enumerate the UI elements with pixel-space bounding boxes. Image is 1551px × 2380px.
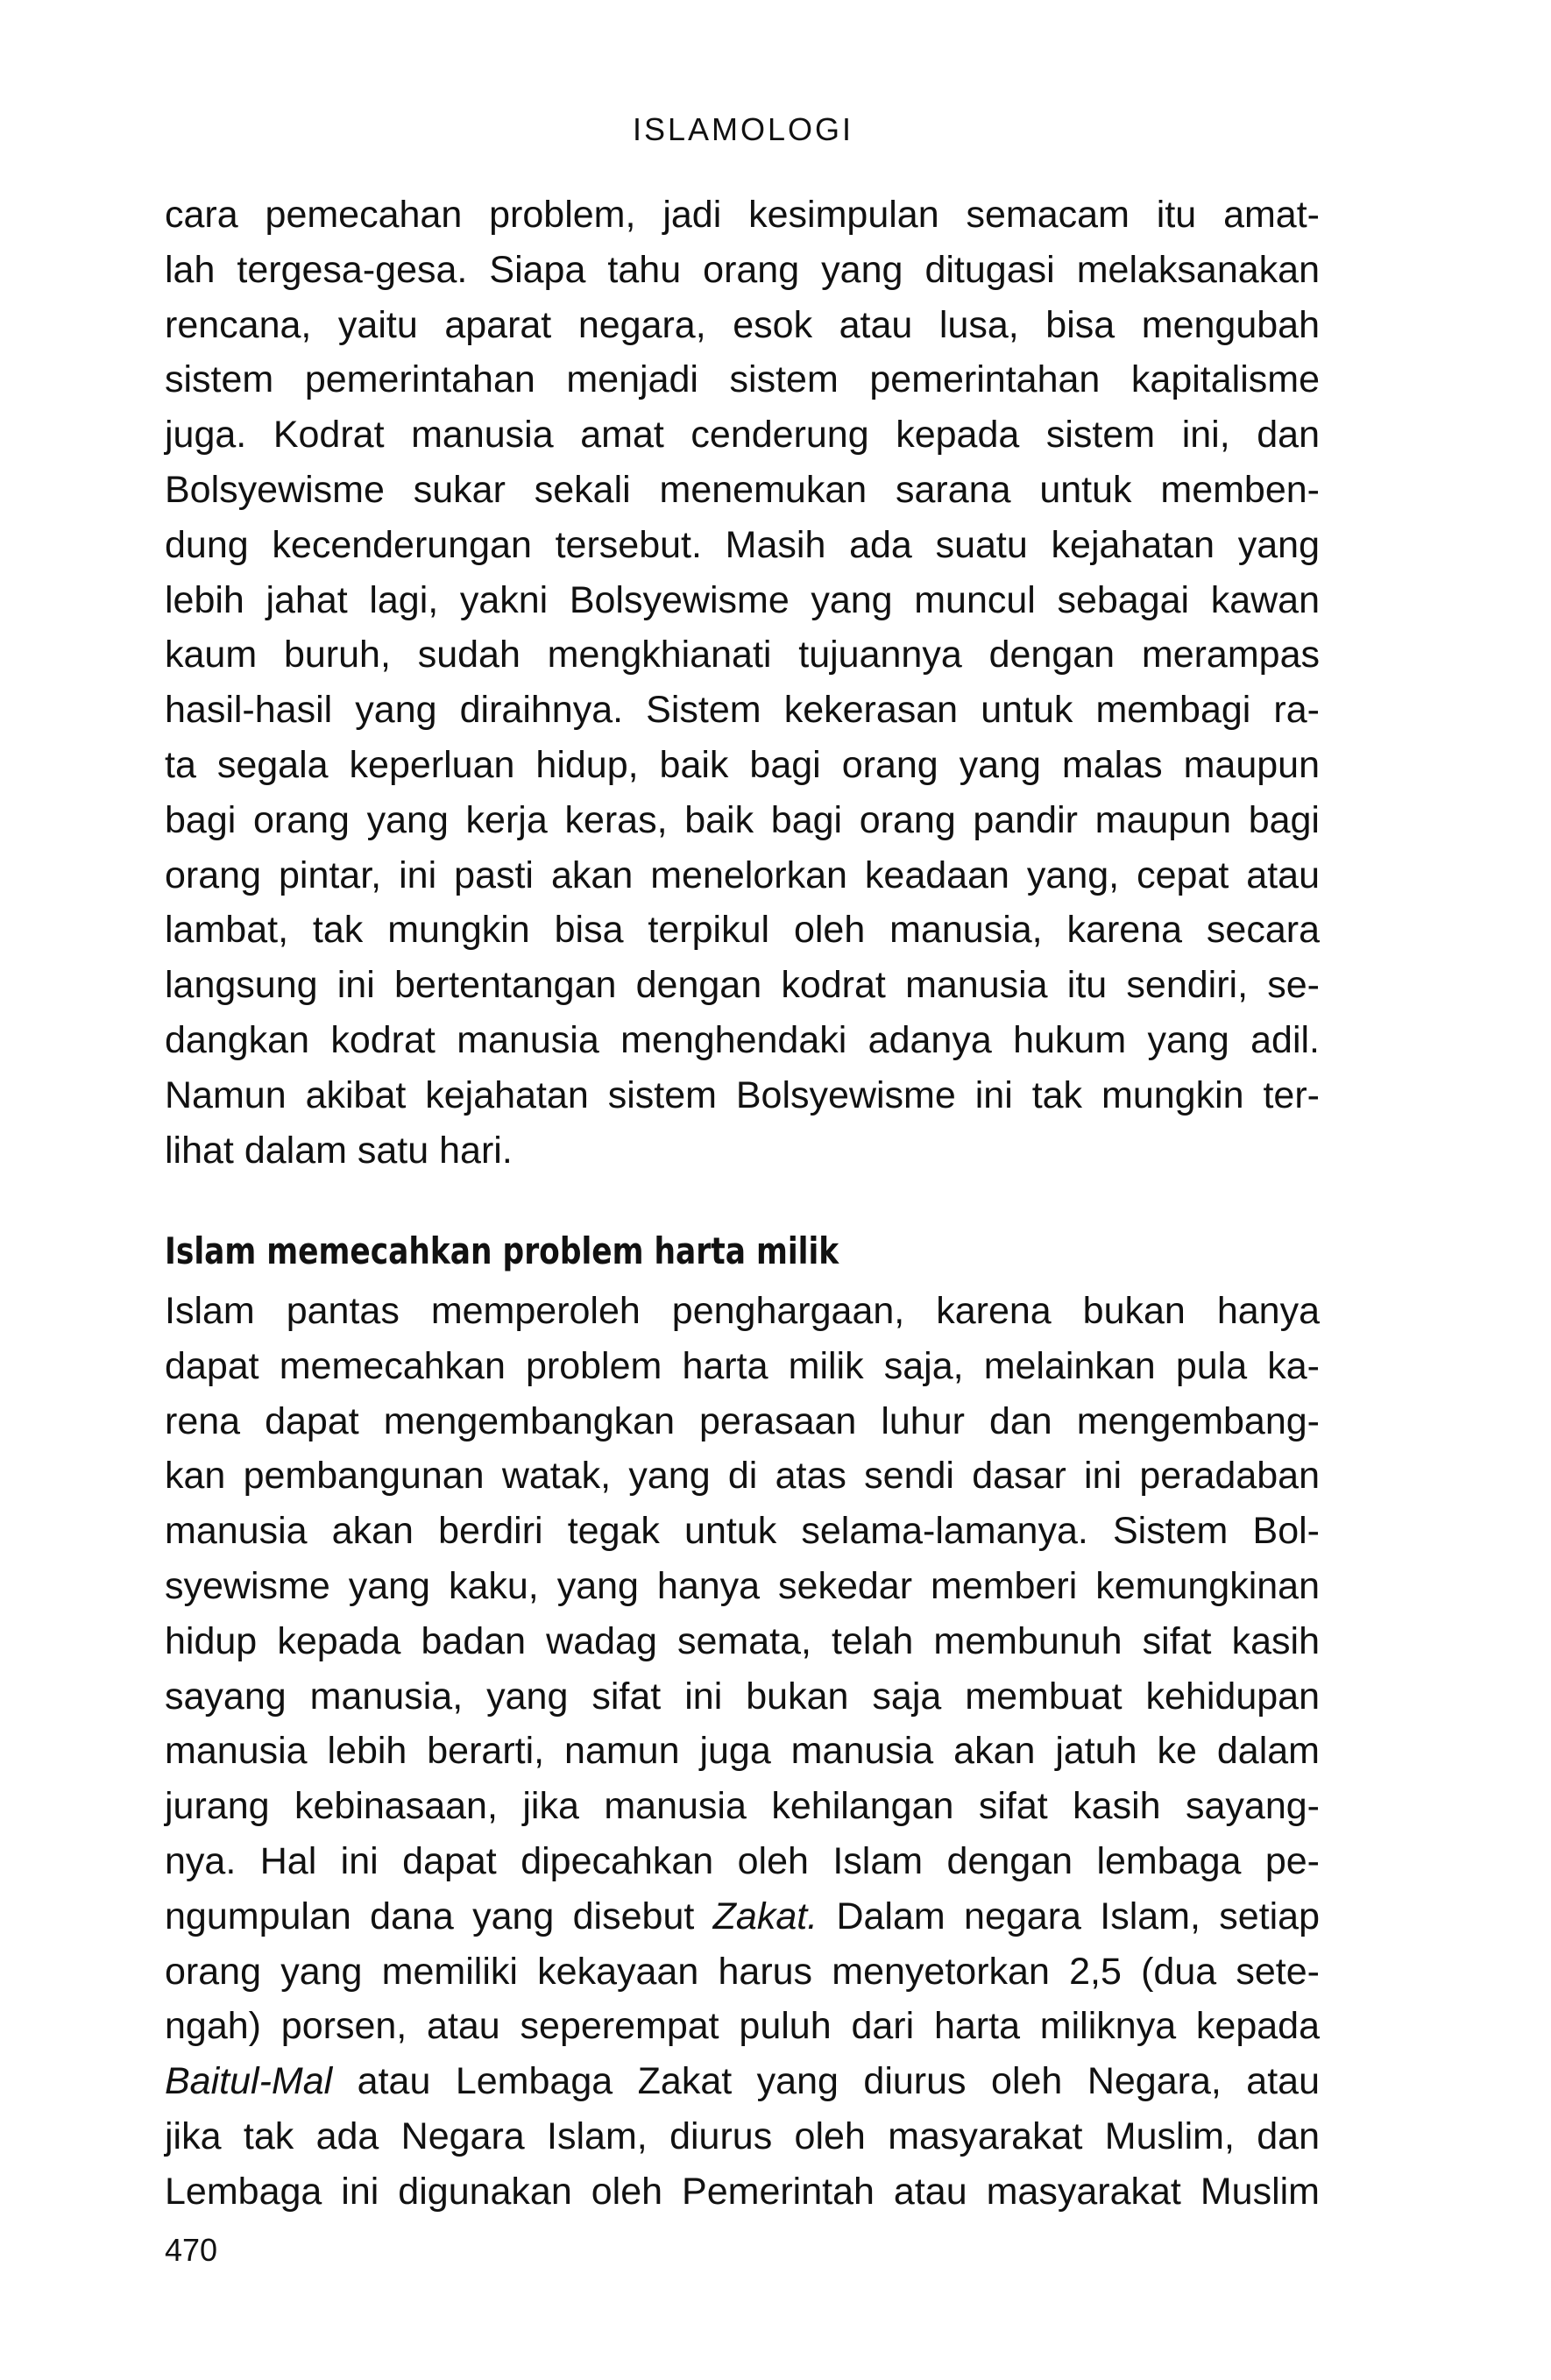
section-heading: Islam memecahkan problem harta milik: [165, 1229, 839, 1272]
text-line-zakat: [165, 1889, 1320, 1944]
text-line: dapat memecahkan problem harta milik saja, melainkan pula ka-: [165, 1344, 1320, 1387]
text-line: hidup kepada badan wadag semata, telah membunuh sifat kasih: [165, 1619, 1320, 1662]
paragraph-2: [165, 1284, 1320, 2220]
paragraph-1: [165, 188, 1320, 1178]
text-line: lambat, tak mungkin bisa terpikul oleh manusia, karena secara: [165, 909, 1320, 952]
text-line: manusia lebih berarti, namun juga manusia akan jatuh ke dalam: [165, 1730, 1320, 1773]
text-line-baitul-mal: [165, 2054, 1320, 2109]
text-segment: atau Lembaga Zakat yang diurus oleh Negara, atau: [332, 2060, 1320, 2103]
text-line: jurang kebinasaan, jika manusia kehilangan sifat kasih sayang-: [165, 1785, 1320, 1828]
baitul-mal-term: Baitul-Mal: [165, 2060, 333, 2103]
text-line: jika tak ada Negara Islam, diurus oleh masyarakat Muslim, dan: [165, 2114, 1320, 2157]
text-line: orang pintar, ini pasti akan menelorkan keadaan yang, cepat atau: [165, 854, 1320, 896]
text-line: lebih jahat lagi, yakni Bolsyewisme yang muncul sebagai kawan: [165, 578, 1320, 621]
text-line: Bolsyewisme sukar sekali menemukan sarana untuk memben-: [165, 468, 1320, 511]
text-line: sistem pemerintahan menjadi sistem pemerintahan kapitalisme: [165, 358, 1320, 401]
text-line: dung kecenderungan tersebut. Masih ada suatu kejahatan yang: [165, 523, 1320, 566]
text-line: nya. Hal ini dapat dipecahkan oleh Islam dengan lembaga pe-: [165, 1839, 1320, 1882]
text-line: rena dapat mengembangkan perasaan luhur dan mengembang-: [165, 1399, 1320, 1442]
text-line: ta segala keperluan hidup, baik bagi orang yang malas maupun: [165, 743, 1320, 786]
text-line: hasil-hasil yang diraihnya. Sistem kekerasan untuk membagi ra-: [165, 689, 1320, 732]
text-line: kaum buruh, sudah mengkhianati tujuannya dengan merampas: [165, 634, 1320, 676]
text-line: sayang manusia, yang sifat ini bukan saja membuat kehidupan: [165, 1675, 1320, 1718]
running-header: ISLAMOLOGI: [632, 111, 854, 147]
text-line: cara pemecahan problem, jadi kesimpulan semacam itu amat-: [165, 194, 1320, 236]
text-line: langsung ini bertentangan dengan kodrat manusia itu sendiri, se-: [165, 964, 1320, 1007]
text-line: orang yang memiliki kekayaan harus menyetorkan 2,5 (dua sete-: [165, 1950, 1320, 1993]
text-line: Islam pantas memperoleh penghargaan, karena bukan hanya: [165, 1290, 1320, 1332]
text-line: ngah) porsen, atau seperempat puluh dari harta miliknya kepada: [165, 2005, 1320, 2048]
text-line: manusia akan berdiri tegak untuk selama-lamanya. Sistem Bol-: [165, 1510, 1320, 1553]
text-line: lah tergesa-gesa. Siapa tahu orang yang ditugasi melaksanakan: [165, 248, 1320, 291]
page-number: 470: [165, 2232, 218, 2268]
text-line: bagi orang yang kerja keras, baik bagi orang pandir maupun bagi: [165, 798, 1320, 841]
text-line: lihat dalam satu hari.: [165, 1129, 513, 1172]
text-line: juga. Kodrat manusia amat cenderung kepada sistem ini, dan: [165, 414, 1320, 457]
text-line: Lembaga ini digunakan oleh Pemerintah atau masyarakat Muslim: [165, 2170, 1320, 2213]
text-line: kan pembangunan watak, yang di atas sendi dasar ini peradaban: [165, 1455, 1320, 1498]
zakat-term: Zakat.: [712, 1895, 818, 1937]
text-segment: ngumpulan dana yang disebut: [165, 1895, 713, 1937]
text-line: Namun akibat kejahatan sistem Bolsyewisme ini tak mungkin ter-: [165, 1073, 1320, 1116]
text-segment: Dalam negara Islam, setiap: [818, 1895, 1321, 1937]
text-line: dangkan kodrat manusia menghendaki adanya hukum yang adil.: [165, 1018, 1320, 1061]
text-line: syewisme yang kaku, yang hanya sekedar memberi kemungkinan: [165, 1564, 1320, 1607]
text-line: rencana, yaitu aparat negara, esok atau lusa, bisa mengubah: [165, 303, 1320, 346]
